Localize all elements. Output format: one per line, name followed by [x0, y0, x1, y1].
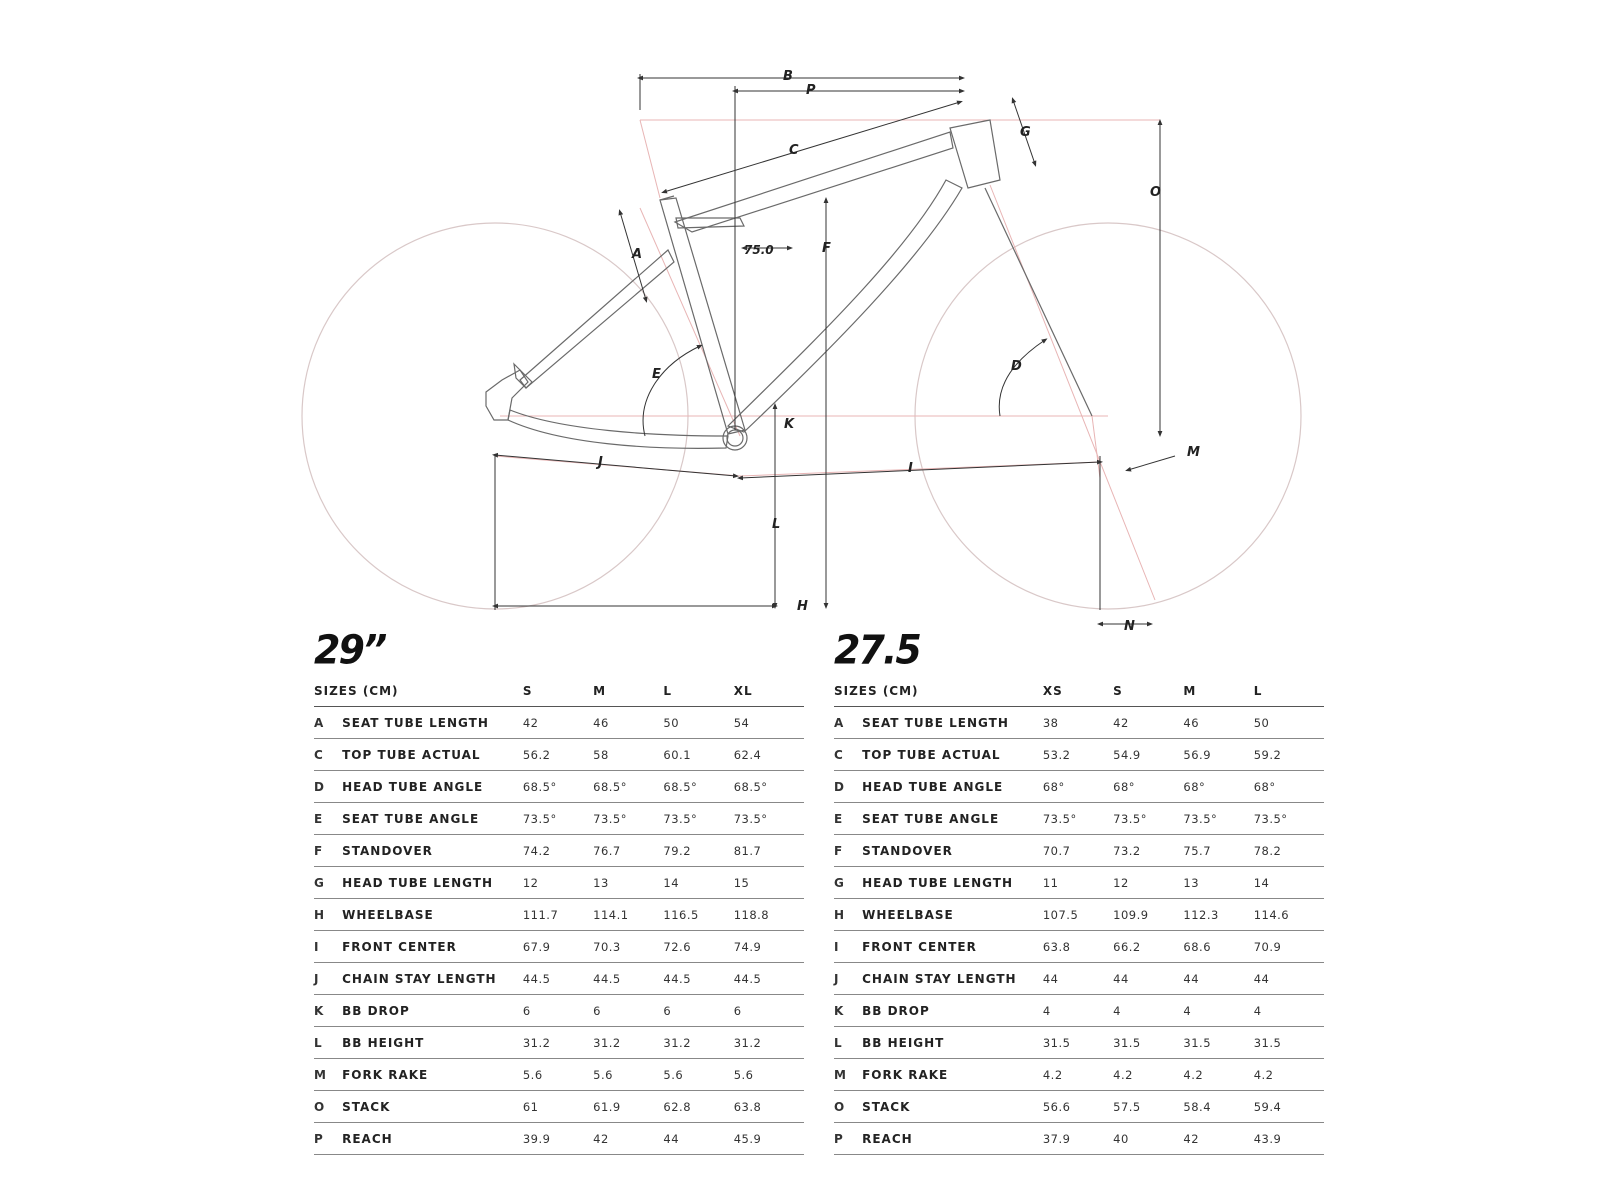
row-label: HEAD TUBE LENGTH — [862, 867, 1043, 899]
dim-label-k: K — [784, 417, 795, 432]
row-label: TOP TUBE ACTUAL — [862, 739, 1043, 771]
dim-label-p: P — [806, 83, 816, 98]
dim-label-c: C — [789, 143, 799, 158]
table-row — [314, 835, 804, 867]
row-value: 31.5 — [1113, 1027, 1183, 1059]
row-code: I — [834, 931, 862, 963]
row-code: M — [314, 1059, 342, 1091]
header-size-cell: L — [1254, 676, 1324, 707]
row-label: WHEELBASE — [862, 899, 1043, 931]
row-code: O — [834, 1091, 862, 1123]
row-code: J — [834, 963, 862, 995]
row-value: 73.5° — [734, 803, 804, 835]
table-row — [314, 1123, 804, 1155]
row-value: 54.9 — [1113, 739, 1183, 771]
table-body — [314, 707, 804, 1155]
row-label: FORK RAKE — [862, 1059, 1043, 1091]
row-value: 6 — [734, 995, 804, 1027]
table-row — [834, 707, 1324, 739]
row-value: 73.5° — [1183, 803, 1253, 835]
row-value: 31.2 — [663, 1027, 733, 1059]
row-value: 74.9 — [734, 931, 804, 963]
row-value: 73.5° — [1254, 803, 1324, 835]
row-label: REACH — [862, 1123, 1043, 1155]
row-code: C — [314, 739, 342, 771]
row-value: 112.3 — [1183, 899, 1253, 931]
row-value: 5.6 — [523, 1059, 593, 1091]
row-value: 13 — [1183, 867, 1253, 899]
seat-angle-value: 75.0 — [744, 243, 774, 257]
header-size-cell: M — [593, 676, 663, 707]
row-value: 40 — [1113, 1123, 1183, 1155]
row-value: 4 — [1043, 995, 1113, 1027]
table-row — [834, 739, 1324, 771]
row-value: 58 — [593, 739, 663, 771]
row-label: STACK — [342, 1091, 523, 1123]
row-value: 31.5 — [1043, 1027, 1113, 1059]
table-row — [314, 707, 804, 739]
row-value: 4.2 — [1183, 1059, 1253, 1091]
row-value: 66.2 — [1113, 931, 1183, 963]
row-label: SEAT TUBE LENGTH — [862, 707, 1043, 739]
row-code: E — [314, 803, 342, 835]
row-value: 6 — [593, 995, 663, 1027]
table-row — [834, 1027, 1324, 1059]
row-code: D — [834, 771, 862, 803]
table-header-row — [834, 676, 1324, 707]
row-code: H — [314, 899, 342, 931]
row-value: 44 — [1113, 963, 1183, 995]
row-value: 73.5° — [523, 803, 593, 835]
row-code: F — [314, 835, 342, 867]
dim-label-d: D — [1011, 359, 1022, 374]
row-value: 73.2 — [1113, 835, 1183, 867]
row-value: 61 — [523, 1091, 593, 1123]
row-value: 73.5° — [1113, 803, 1183, 835]
row-code: C — [834, 739, 862, 771]
row-value: 59.2 — [1254, 739, 1324, 771]
dimension-letters — [595, 69, 1200, 634]
row-value: 68° — [1254, 771, 1324, 803]
row-label: STANDOVER — [862, 835, 1043, 867]
row-value: 44.5 — [523, 963, 593, 995]
row-value: 6 — [663, 995, 733, 1027]
row-label: CHAIN STAY LENGTH — [862, 963, 1043, 995]
table-row — [834, 803, 1324, 835]
dim-label-n: N — [1124, 619, 1135, 634]
row-value: 5.6 — [734, 1059, 804, 1091]
row-label: BB DROP — [342, 995, 523, 1027]
row-code: E — [834, 803, 862, 835]
row-value: 63.8 — [734, 1091, 804, 1123]
row-value: 44.5 — [734, 963, 804, 995]
row-value: 13 — [593, 867, 663, 899]
row-value: 68.5° — [663, 771, 733, 803]
row-value: 5.6 — [593, 1059, 663, 1091]
table-row — [314, 1027, 804, 1059]
row-value: 111.7 — [523, 899, 593, 931]
row-value: 68.5° — [523, 771, 593, 803]
row-value: 42 — [523, 707, 593, 739]
row-value: 44 — [663, 1123, 733, 1155]
row-value: 31.2 — [734, 1027, 804, 1059]
row-label: HEAD TUBE ANGLE — [862, 771, 1043, 803]
row-value: 50 — [1254, 707, 1324, 739]
table-row — [834, 835, 1324, 867]
header-cell: SIZES (CM) — [314, 676, 523, 707]
table-row — [834, 867, 1324, 899]
row-value: 5.6 — [663, 1059, 733, 1091]
row-value: 6 — [523, 995, 593, 1027]
row-value: 68.5° — [593, 771, 663, 803]
row-value: 62.8 — [663, 1091, 733, 1123]
row-value: 68° — [1183, 771, 1253, 803]
row-value: 37.9 — [1043, 1123, 1113, 1155]
row-value: 58.4 — [1183, 1091, 1253, 1123]
row-code: K — [314, 995, 342, 1027]
row-value: 63.8 — [1043, 931, 1113, 963]
dim-label-b: B — [783, 69, 793, 84]
row-value: 54 — [734, 707, 804, 739]
row-value: 12 — [1113, 867, 1183, 899]
row-value: 44 — [1254, 963, 1324, 995]
row-value: 114.6 — [1254, 899, 1324, 931]
guide-lines — [495, 120, 1160, 600]
row-label: BB HEIGHT — [862, 1027, 1043, 1059]
row-value: 53.2 — [1043, 739, 1113, 771]
row-value: 39.9 — [523, 1123, 593, 1155]
table-row — [834, 1091, 1324, 1123]
row-value: 14 — [663, 867, 733, 899]
row-value: 42 — [1113, 707, 1183, 739]
table-row — [834, 771, 1324, 803]
row-value: 44 — [1043, 963, 1113, 995]
table-row — [834, 931, 1324, 963]
row-value: 60.1 — [663, 739, 733, 771]
row-code: K — [834, 995, 862, 1027]
row-value: 4.2 — [1254, 1059, 1324, 1091]
header-size-cell: XS — [1043, 676, 1113, 707]
row-value: 4 — [1183, 995, 1253, 1027]
row-label: BB HEIGHT — [342, 1027, 523, 1059]
dim-label-j: J — [598, 455, 603, 470]
geometry-table-29 — [314, 628, 804, 1155]
row-value: 56.9 — [1183, 739, 1253, 771]
row-code: L — [834, 1027, 862, 1059]
table-row — [314, 899, 804, 931]
row-value: 4 — [1254, 995, 1324, 1027]
table-row — [314, 803, 804, 835]
row-label: SEAT TUBE ANGLE — [342, 803, 523, 835]
row-value: 31.2 — [523, 1027, 593, 1059]
row-label: TOP TUBE ACTUAL — [342, 739, 523, 771]
dim-label-l: L — [772, 517, 781, 532]
row-value: 78.2 — [1254, 835, 1324, 867]
row-value: 11 — [1043, 867, 1113, 899]
row-code: A — [314, 707, 342, 739]
row-value: 50 — [663, 707, 733, 739]
row-code: F — [834, 835, 862, 867]
row-value: 73.5° — [593, 803, 663, 835]
row-label: STACK — [862, 1091, 1043, 1123]
table-row — [834, 1123, 1324, 1155]
row-code: G — [314, 867, 342, 899]
row-label: CHAIN STAY LENGTH — [342, 963, 523, 995]
row-value: 118.8 — [734, 899, 804, 931]
dim-label-g: G — [1020, 125, 1031, 140]
row-label: FRONT CENTER — [342, 931, 523, 963]
dim-label-e: E — [652, 367, 661, 382]
row-value: 42 — [593, 1123, 663, 1155]
row-value: 46 — [1183, 707, 1253, 739]
row-value: 72.6 — [663, 931, 733, 963]
row-value: 75.7 — [1183, 835, 1253, 867]
dim-label-i: I — [908, 461, 913, 476]
row-value: 73.5° — [663, 803, 733, 835]
row-value: 107.5 — [1043, 899, 1113, 931]
table-row — [314, 867, 804, 899]
row-value: 45.9 — [734, 1123, 804, 1155]
table-body — [834, 707, 1324, 1155]
row-value: 68.6 — [1183, 931, 1253, 963]
table-row — [834, 899, 1324, 931]
table-header-row — [314, 676, 804, 707]
header-size-cell: S — [1113, 676, 1183, 707]
row-value: 4.2 — [1113, 1059, 1183, 1091]
row-value: 70.3 — [593, 931, 663, 963]
row-value: 4 — [1113, 995, 1183, 1027]
row-value: 15 — [734, 867, 804, 899]
row-label: STANDOVER — [342, 835, 523, 867]
row-code: L — [314, 1027, 342, 1059]
row-value: 70.9 — [1254, 931, 1324, 963]
row-value: 31.5 — [1254, 1027, 1324, 1059]
row-value: 12 — [523, 867, 593, 899]
dim-label-h: H — [797, 599, 808, 614]
row-value: 44.5 — [663, 963, 733, 995]
row-label: SEAT TUBE LENGTH — [342, 707, 523, 739]
row-label: WHEELBASE — [342, 899, 523, 931]
header-size-cell: XL — [734, 676, 804, 707]
dim-label-a: A — [632, 247, 643, 262]
table-title-29: 29” — [314, 626, 386, 674]
row-value: 74.2 — [523, 835, 593, 867]
table-row — [314, 739, 804, 771]
row-value: 31.5 — [1183, 1027, 1253, 1059]
header-size-cell: L — [663, 676, 733, 707]
header-cell: SIZES (CM) — [834, 676, 1043, 707]
row-value: 114.1 — [593, 899, 663, 931]
row-value: 44.5 — [593, 963, 663, 995]
header-size-cell: S — [523, 676, 593, 707]
row-label: HEAD TUBE LENGTH — [342, 867, 523, 899]
row-label: HEAD TUBE ANGLE — [342, 771, 523, 803]
row-value: 67.9 — [523, 931, 593, 963]
dim-label-m: M — [1187, 445, 1200, 460]
table-row — [834, 995, 1324, 1027]
row-code: P — [834, 1123, 862, 1155]
row-label: REACH — [342, 1123, 523, 1155]
table-row — [314, 995, 804, 1027]
table-row — [314, 1059, 804, 1091]
dim-label-o: O — [1150, 185, 1162, 200]
row-value: 57.5 — [1113, 1091, 1183, 1123]
row-value: 73.5° — [1043, 803, 1113, 835]
row-value: 68.5° — [734, 771, 804, 803]
row-value: 116.5 — [663, 899, 733, 931]
row-code: I — [314, 931, 342, 963]
table-row — [314, 963, 804, 995]
table-row — [834, 1059, 1324, 1091]
row-value: 68° — [1113, 771, 1183, 803]
row-value: 43.9 — [1254, 1123, 1324, 1155]
row-value: 62.4 — [734, 739, 804, 771]
table-row — [314, 771, 804, 803]
geometry-table — [834, 676, 1324, 1155]
row-value: 14 — [1254, 867, 1324, 899]
bike-frame — [486, 120, 1092, 450]
row-value: 59.4 — [1254, 1091, 1324, 1123]
row-code: G — [834, 867, 862, 899]
table-title-275: 27.5 — [834, 626, 920, 674]
row-code: J — [314, 963, 342, 995]
row-value: 31.2 — [593, 1027, 663, 1059]
dim-label-f: F — [822, 241, 831, 256]
row-value: 81.7 — [734, 835, 804, 867]
row-value: 56.2 — [523, 739, 593, 771]
row-value: 46 — [593, 707, 663, 739]
dimension-lines — [495, 74, 1175, 624]
row-value: 44 — [1183, 963, 1253, 995]
row-value: 42 — [1183, 1123, 1253, 1155]
row-code: H — [834, 899, 862, 931]
row-code: D — [314, 771, 342, 803]
row-code: A — [834, 707, 862, 739]
table-row — [834, 963, 1324, 995]
table-row — [314, 1091, 804, 1123]
row-label: FRONT CENTER — [862, 931, 1043, 963]
row-code: M — [834, 1059, 862, 1091]
row-code: P — [314, 1123, 342, 1155]
row-label: FORK RAKE — [342, 1059, 523, 1091]
row-value: 109.9 — [1113, 899, 1183, 931]
row-value: 79.2 — [663, 835, 733, 867]
row-label: SEAT TUBE ANGLE — [862, 803, 1043, 835]
row-label: BB DROP — [862, 995, 1043, 1027]
geometry-table — [314, 676, 804, 1155]
row-value: 61.9 — [593, 1091, 663, 1123]
row-value: 4.2 — [1043, 1059, 1113, 1091]
row-value: 68° — [1043, 771, 1113, 803]
row-code: O — [314, 1091, 342, 1123]
geometry-table-275 — [834, 628, 1324, 1155]
header-size-cell: M — [1183, 676, 1253, 707]
row-value: 70.7 — [1043, 835, 1113, 867]
row-value: 38 — [1043, 707, 1113, 739]
row-value: 76.7 — [593, 835, 663, 867]
table-row — [314, 931, 804, 963]
row-value: 56.6 — [1043, 1091, 1113, 1123]
